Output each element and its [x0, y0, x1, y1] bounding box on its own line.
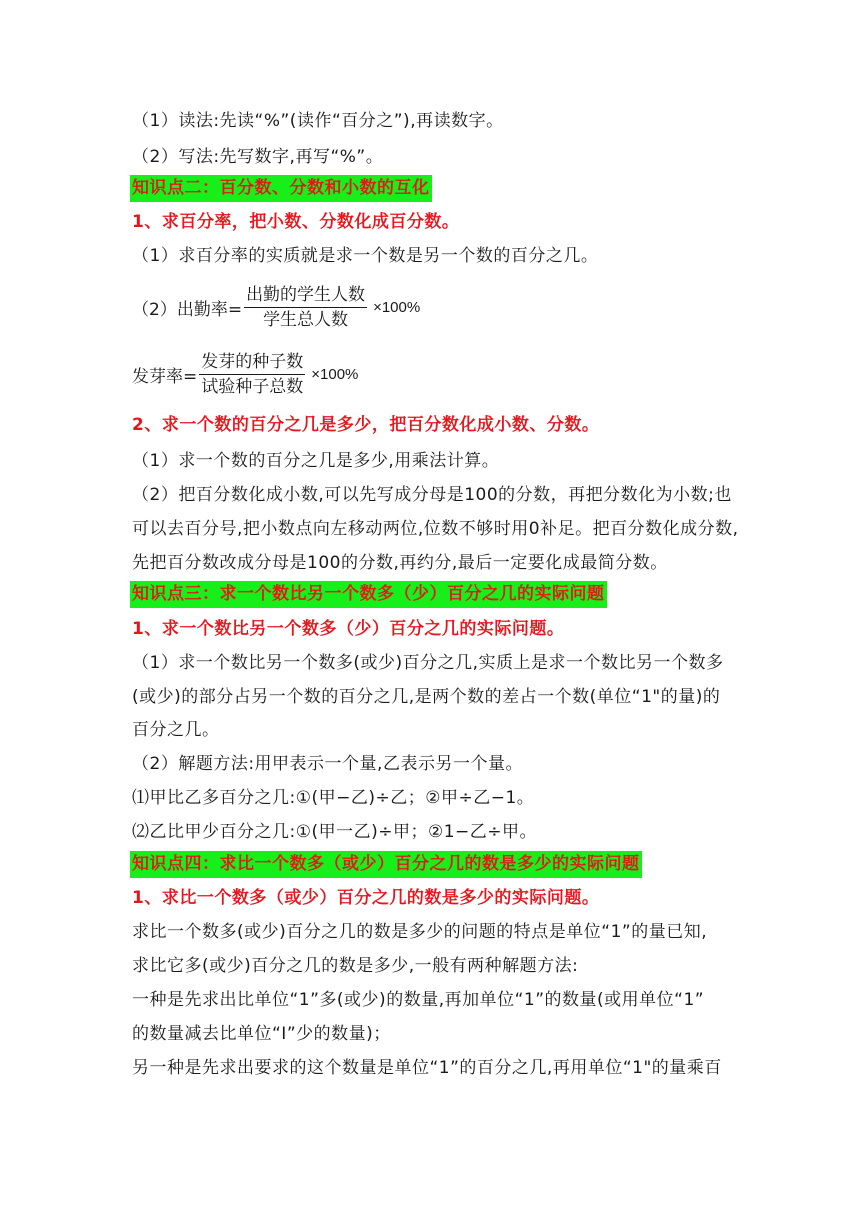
formula-prefix: （2）出勤率=	[132, 300, 243, 320]
formula-suffix: ×100%	[311, 366, 359, 383]
paragraph-convert-line-3: 先把百分数改成分母是100的分数,再约分,最后一定要化成最简分数。	[132, 553, 668, 573]
subheading-2-2: 2、求一个数的百分之几是多少，把百分数化成小数、分数。	[132, 415, 600, 435]
paragraph-more-less-line-2: (或少)的部分占另一个数的百分之几,是两个数的差占一个数(单位“1"的量)的	[132, 687, 721, 707]
fraction-bar	[199, 374, 305, 375]
section-heading-2: 知识点二：百分数、分数和小数的互化	[130, 175, 432, 202]
fraction	[199, 351, 305, 398]
germination-rate-formula	[132, 351, 358, 398]
method-jia-more: ⑴甲比乙多百分之几:①(甲−乙)÷乙；②甲÷乙−1。	[132, 788, 535, 808]
writing-rule: （2）写法:先写数字,再写“%”。	[132, 147, 384, 167]
formula-suffix: ×100%	[373, 299, 421, 316]
fraction-denominator: 学生总人数	[263, 310, 349, 330]
paragraph-method-two-line-1: 另一种是先求出要求的这个数量是单位“1”的百分之几,再用单位“1"的量乘百	[132, 1058, 722, 1078]
subheading-2-1: 1、求百分率，把小数、分数化成百分数。	[132, 212, 460, 232]
paragraph-method-one-line-2: 的数量减去比单位“I”少的数量)；	[132, 1024, 391, 1044]
fraction	[244, 284, 367, 331]
subheading-3-1: 1、求一个数比另一个数多（少）百分之几的实际问题。	[132, 619, 565, 639]
paragraph-percentage-essence: （1）求百分率的实质就是求一个数是另一个数的百分之几。	[132, 246, 599, 266]
reading-rule: （1）读法:先读“%”(读作“百分之”),再读数字。	[132, 111, 504, 131]
method-yi-less: ⑵乙比甲少百分之几:①(甲一乙)÷甲；②1−乙÷甲。	[132, 822, 538, 842]
paragraph-multiply: （1）求一个数的百分之几是多少,用乘法计算。	[132, 451, 500, 471]
subheading-4-1: 1、求比一个数多（或少）百分之几的数是多少的实际问题。	[132, 888, 600, 908]
paragraph-convert-line-1: （2）把百分数化成小数,可以先写成分母是100的分数，再把分数化为小数;也	[132, 485, 732, 505]
fraction-numerator: 发芽的种子数	[201, 352, 304, 372]
paragraph-convert-line-2: 可以去百分号,把小数点向左移动两位,位数不够时用0补足。把百分数化成分数,	[132, 519, 739, 539]
section-heading-4: 知识点四：求比一个数多（或少）百分之几的数是多少的实际问题	[130, 851, 642, 878]
paragraph-more-less-line-1: （1）求一个数比另一个数多(或少)百分之几,实质上是求一个数比另一个数多	[132, 653, 724, 673]
paragraph-method-one-line-1: 一种是先求出比单位“1”多(或少)的数量,再加单位“1”的数量(或用单位“1”	[132, 990, 705, 1010]
paragraph-feature-line-1: 求比一个数多(或少)百分之几的数是多少的问题的特点是单位“1”的量已知,	[132, 922, 708, 942]
formula-prefix: 发芽率=	[132, 367, 198, 387]
fraction-numerator: 出勤的学生人数	[246, 285, 366, 305]
paragraph-method: （2）解题方法:用甲表示一个量,乙表示另一个量。	[132, 754, 523, 774]
paragraph-more-less-line-3: 百分之几。	[132, 720, 220, 740]
fraction-bar	[244, 307, 367, 308]
fraction-denominator: 试验种子总数	[201, 377, 304, 397]
attendance-rate-formula	[132, 284, 420, 331]
section-heading-3: 知识点三：求一个数比另一个数多（少）百分之几的实际问题	[130, 581, 607, 608]
paragraph-feature-line-2: 求比它多(或少)百分之几的数是多少,一般有两种解题方法:	[132, 956, 579, 976]
